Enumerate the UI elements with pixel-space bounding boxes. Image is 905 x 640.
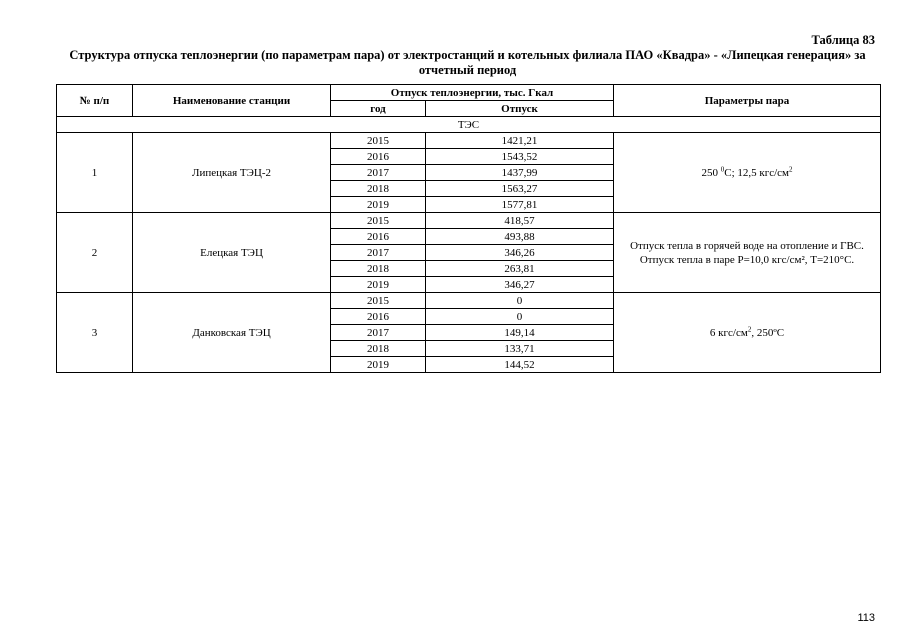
header-year: год — [331, 101, 426, 117]
station-num: 3 — [57, 293, 133, 373]
value-cell: 0 — [426, 293, 614, 309]
year-cell: 2019 — [331, 277, 426, 293]
year-cell: 2017 — [331, 325, 426, 341]
value-cell: 149,14 — [426, 325, 614, 341]
value-cell: 1543,52 — [426, 149, 614, 165]
value-cell: 418,57 — [426, 213, 614, 229]
year-cell: 2017 — [331, 165, 426, 181]
value-cell: 493,88 — [426, 229, 614, 245]
station-num: 1 — [57, 133, 133, 213]
year-cell: 2017 — [331, 245, 426, 261]
year-cell: 2016 — [331, 149, 426, 165]
value-cell: 1437,99 — [426, 165, 614, 181]
steam-params: 250 $^0$С; 12,5 кгс/$см^2$ — [614, 133, 881, 213]
value-cell: 1563,27 — [426, 181, 614, 197]
value-cell: 263,81 — [426, 261, 614, 277]
year-cell: 2018 — [331, 181, 426, 197]
table-title: Структура отпуска теплоэнергии (по параметрам пара) от электростанций и котельных филиала ПАО «Квадра» - «Липецкая генерация» за отчетный период — [69, 48, 866, 77]
year-cell: 2018 — [331, 261, 426, 277]
year-cell: 2016 — [331, 309, 426, 325]
header-release: Отпуск — [426, 101, 614, 117]
value-cell: 144,52 — [426, 357, 614, 373]
table-row — [57, 293, 881, 309]
year-cell: 2019 — [331, 197, 426, 213]
header-params: Параметры пара — [614, 85, 881, 117]
value-cell: 346,27 — [426, 277, 614, 293]
steam-params: 6 кгс/$см^2$, 250ºС — [614, 293, 881, 373]
year-cell: 2018 — [331, 341, 426, 357]
table-row — [57, 133, 881, 149]
station-name: Данковская ТЭЦ — [133, 293, 331, 373]
header-num: № п/п — [57, 85, 133, 117]
station-name: Липецкая ТЭЦ-2 — [133, 133, 331, 213]
value-cell: 0 — [426, 309, 614, 325]
year-cell: 2015 — [331, 213, 426, 229]
page-number: 113 — [857, 612, 875, 624]
heat-release-table — [56, 84, 881, 373]
header-station: Наименование станции — [133, 85, 331, 117]
value-cell: 1577,81 — [426, 197, 614, 213]
table-row — [57, 213, 881, 229]
year-cell: 2016 — [331, 229, 426, 245]
year-cell: 2019 — [331, 357, 426, 373]
value-cell: 1421,21 — [426, 133, 614, 149]
section-row: ТЭС — [57, 117, 881, 133]
station-num: 2 — [57, 213, 133, 293]
station-name: Елецкая ТЭЦ — [133, 213, 331, 293]
value-cell: 346,26 — [426, 245, 614, 261]
year-cell: 2015 — [331, 293, 426, 309]
table-label: Таблица 83 — [811, 33, 875, 47]
header-release-group: Отпуск теплоэнергии, тыс. Гкал — [331, 85, 614, 101]
steam-params: Отпуск тепла в горячей воде на отопление и ГВС. Отпуск тепла в паре Р=10,0 кгс/см², Т=210°С. — [614, 213, 881, 293]
value-cell: 133,71 — [426, 341, 614, 357]
year-cell: 2015 — [331, 133, 426, 149]
